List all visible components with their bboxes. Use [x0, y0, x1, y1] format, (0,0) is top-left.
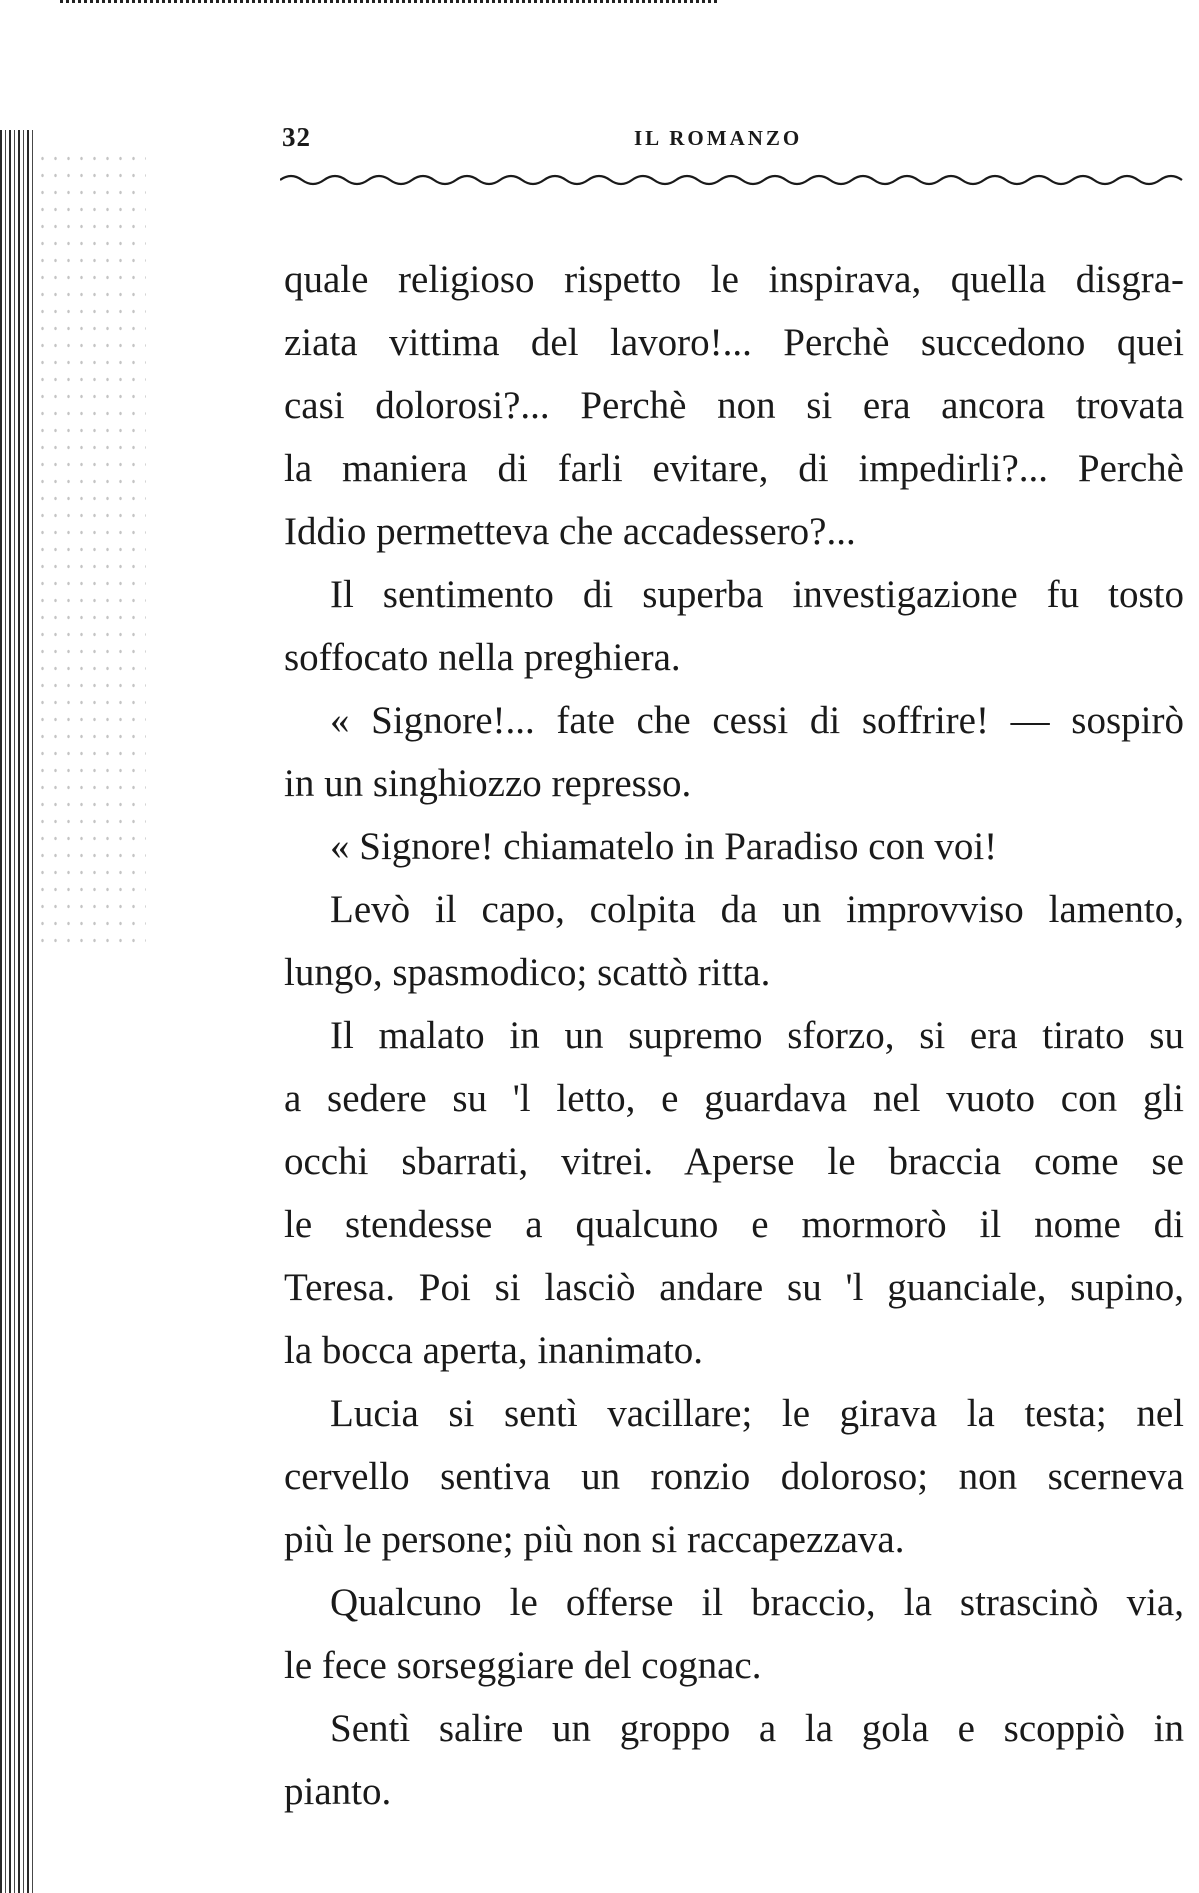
text-line: Sentì salire un groppo a la gola e scoppiò in	[330, 1707, 1184, 1750]
text-line: Iddio permetteva che accadessero?...	[284, 510, 856, 553]
text-line: Teresa. Poi si lasciò andare su 'l guanciale, supino,	[284, 1266, 1184, 1309]
text-line: in un singhiozzo represso.	[284, 762, 692, 805]
text-line: pianto.	[284, 1770, 392, 1813]
scan-top-edge	[60, 0, 720, 3]
text-line: le stendesse a qualcuno e mormorò il nome di	[284, 1203, 1184, 1246]
text-line: Il malato in un supremo sforzo, si era tirato su	[330, 1014, 1184, 1057]
text-line: Lucia si sentì vacillare; le girava la testa; nel	[330, 1392, 1184, 1435]
page-number: 32	[282, 122, 311, 152]
running-title: IL ROMANZO	[634, 126, 803, 150]
text-line: Levò il capo, colpita da un improvviso lamento,	[330, 888, 1184, 931]
text-line: casi dolorosi?... Perchè non si era ancora trovata	[284, 384, 1184, 427]
text-line: a sedere su 'l letto, e guardava nel vuoto con gli	[284, 1077, 1184, 1120]
text-line: lungo, spasmodico; scattò ritta.	[284, 951, 771, 994]
text-line: la bocca aperta, inanimato.	[284, 1329, 704, 1372]
text-line: le fece sorseggiare del cognac.	[284, 1644, 762, 1687]
text-line: cervello sentiva un ronzio doloroso; non scerneva	[284, 1455, 1184, 1498]
text-line: quale religioso rispetto le inspirava, quella disgra-	[284, 258, 1184, 301]
text-line: soffocato nella preghiera.	[284, 636, 681, 679]
text-line: « Signore! chiamatelo in Paradiso con voi!	[330, 825, 998, 868]
text-line: Il sentimento di superba investigazione fu tosto	[330, 573, 1184, 616]
page-header	[282, 122, 1182, 162]
header-wavy-rule	[280, 172, 1185, 188]
text-line: occhi sbarrati, vitrei. Aperse le braccia come se	[284, 1140, 1184, 1183]
scan-speckle	[36, 150, 146, 950]
text-line: più le persone; più non si raccapezzava.	[284, 1518, 905, 1561]
text-line: Qualcuno le offerse il braccio, la strascinò via,	[330, 1581, 1184, 1624]
text-line: la maniera di farli evitare, di impedirli?... Perchè	[284, 447, 1184, 490]
text-line: ziata vittima del lavoro!... Perchè succedono quei	[284, 321, 1184, 364]
body-text	[284, 248, 1184, 1823]
scan-gutter	[0, 130, 36, 1893]
text-line: « Signore!... fate che cessi di soffrire! — sospirò	[330, 699, 1184, 742]
